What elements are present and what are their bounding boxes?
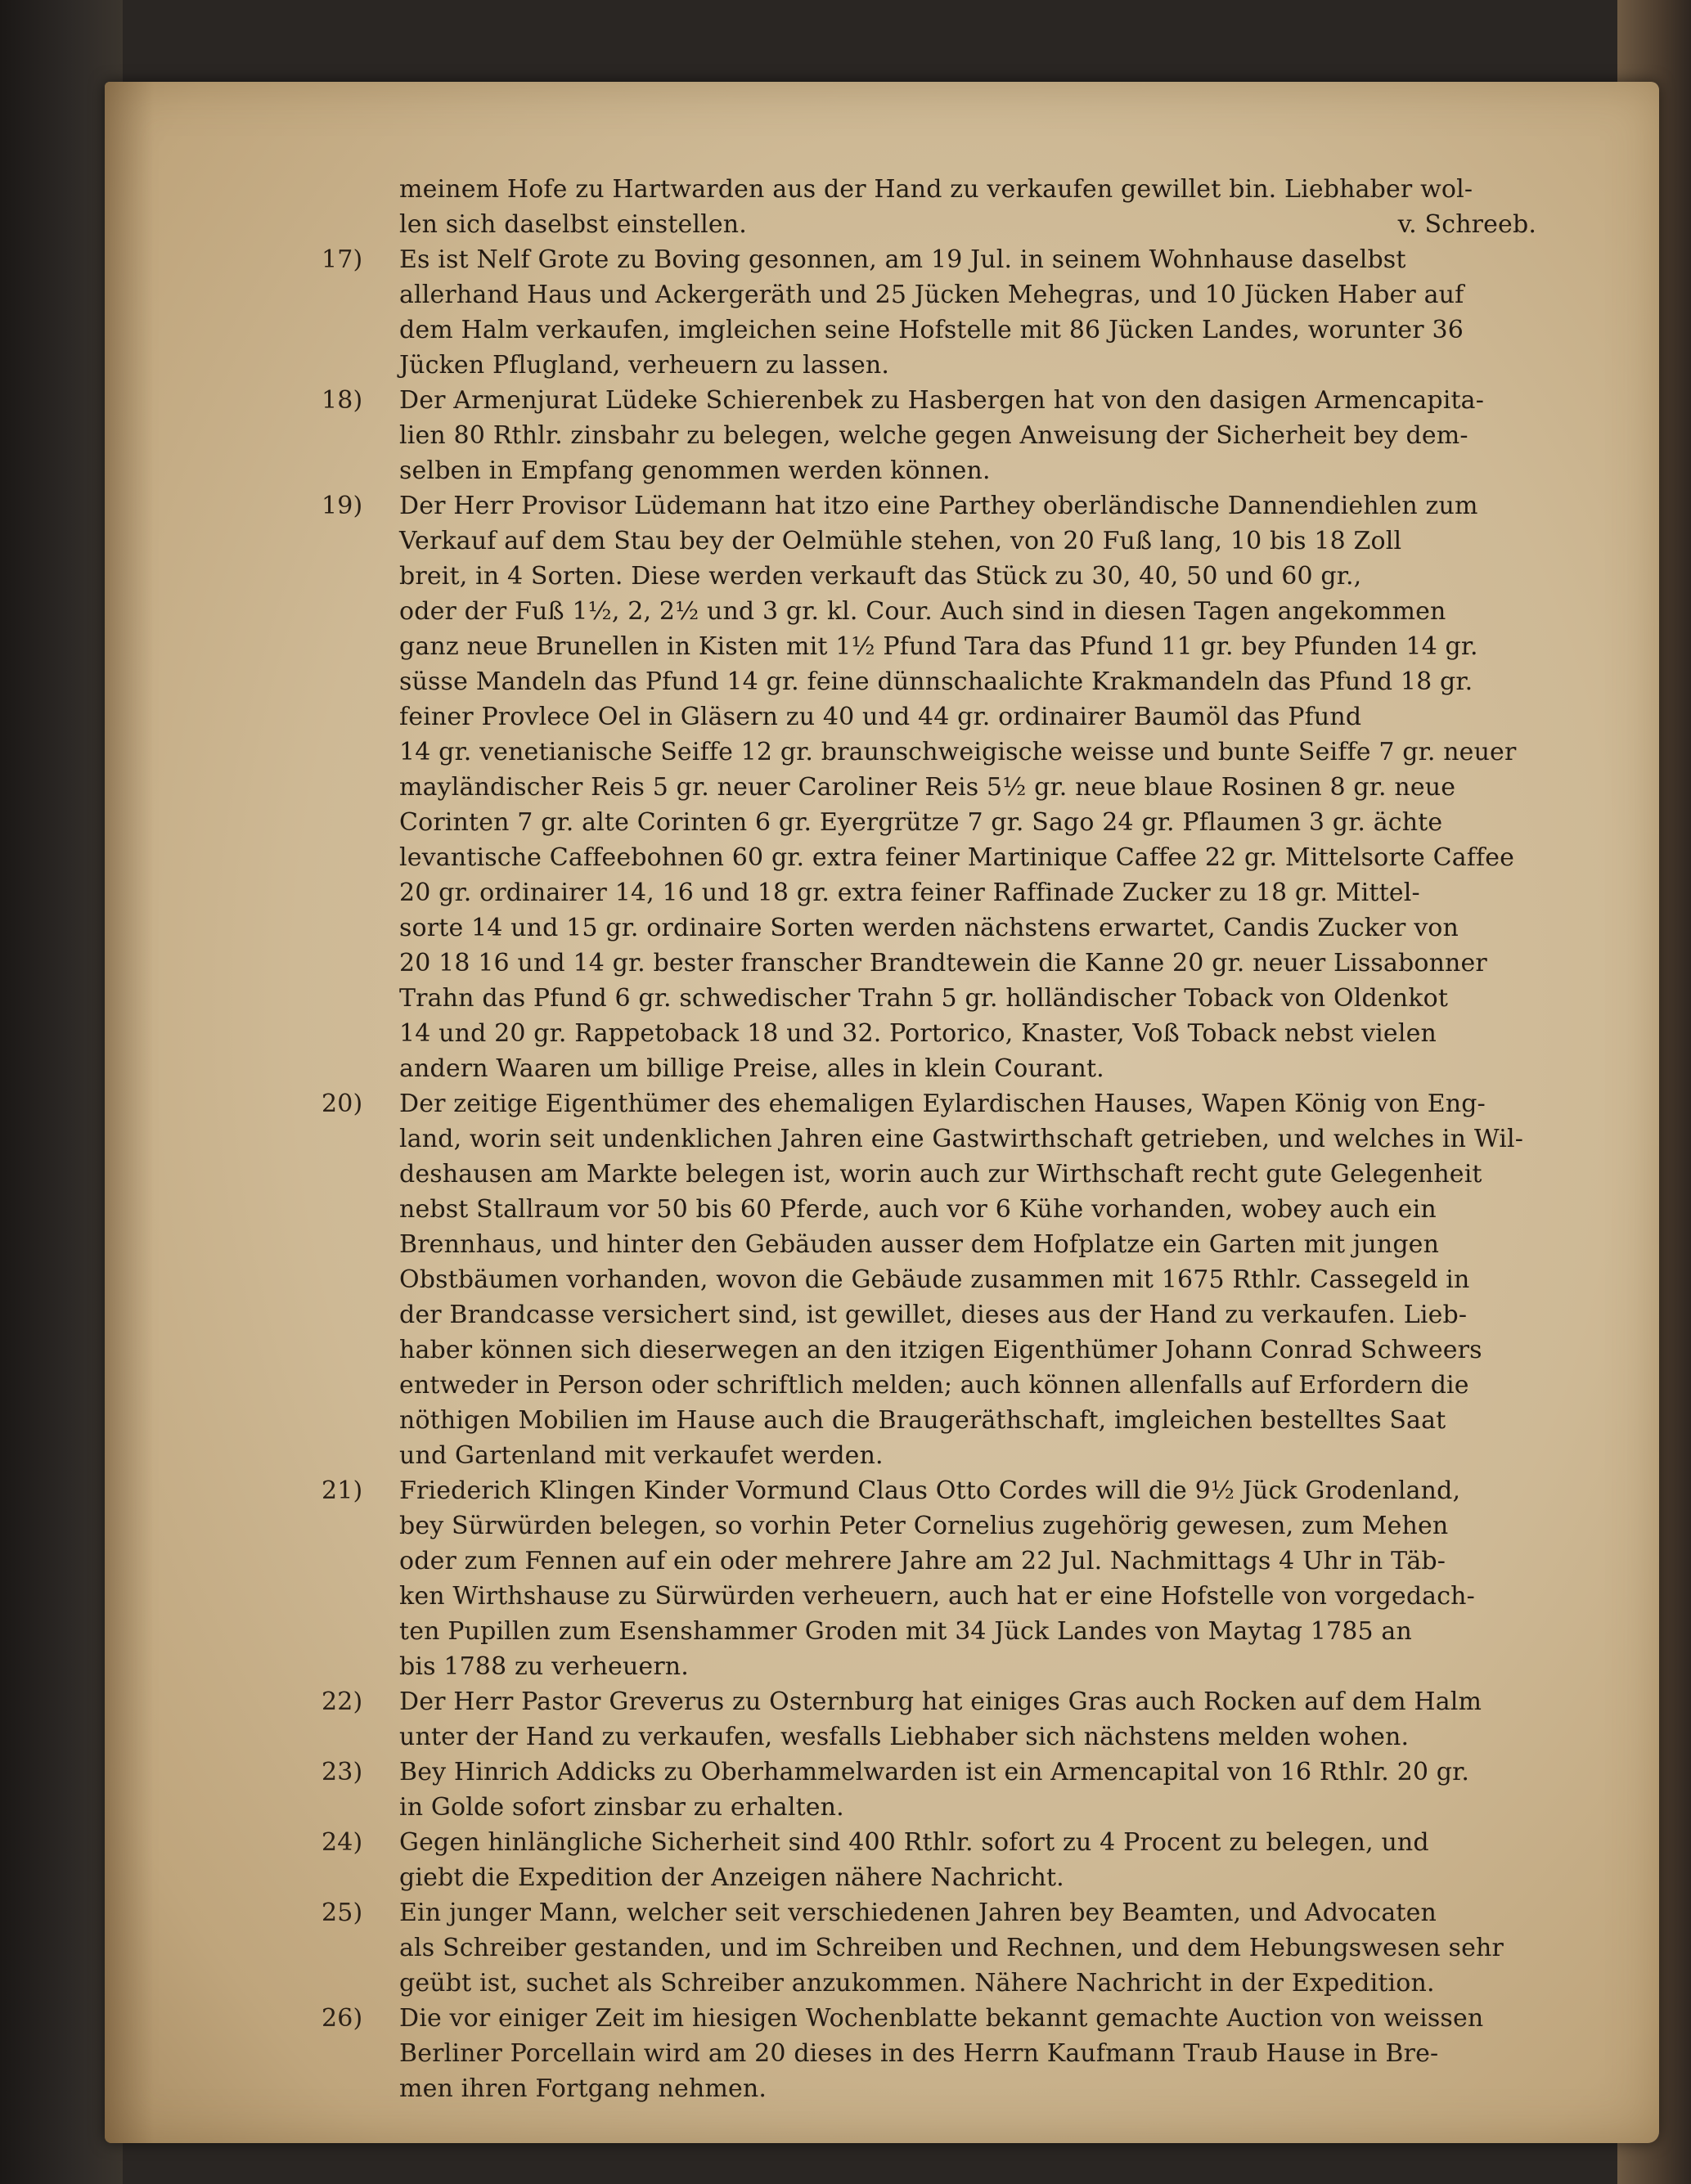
entry-number: 22) [322, 1687, 363, 1716]
entry-line: süsse Mandeln das Pfund 14 gr. feine dünnschaalichte Krakmandeln das Pfund 18 gr. [399, 667, 1473, 696]
entry-number: 18) [322, 386, 363, 415]
entry-line: und Gartenland mit verkaufet werden. [399, 1441, 884, 1470]
entry-line: andern Waaren um billige Preise, alles in klein Courant. [399, 1054, 1104, 1083]
entry-line: unter der Hand zu verkaufen, wesfalls Liebhaber sich nächstens melden wohen. [399, 1723, 1410, 1751]
entry-line: levantische Caffeebohnen 60 gr. extra feiner Martinique Caffee 22 gr. Mittelsorte Caffee [399, 843, 1515, 872]
notice-entry [322, 1755, 1626, 1825]
entry-number: 23) [322, 1758, 363, 1786]
entry-line: Ein junger Mann, welcher seit verschiedenen Jahren bey Beamten, und Advocaten [399, 1899, 1437, 1927]
entry-line: 14 gr. venetianische Seiffe 12 gr. braunschweigische weisse und bunte Seiffe 7 gr. neuer [399, 738, 1517, 766]
entry-line: men ihren Fortgang nehmen. [399, 2074, 767, 2103]
entry-line: bis 1788 zu verheuern. [399, 1652, 689, 1681]
entry-line: ken Wirthshause zu Sürwürden verheuern, auch hat er eine Hofstelle von vorgedach- [399, 1582, 1475, 1611]
entry-line: in Golde sofort zinsbar zu erhalten. [399, 1793, 844, 1822]
entry-line: allerhand Haus und Ackergeräth und 25 Jücken Mehegras, und 10 Jücken Haber auf [399, 281, 1464, 309]
notice-entry [322, 1895, 1626, 2001]
entry-line: Obstbäumen vorhanden, wovon die Gebäude zusammen mit 1675 Rthlr. Cassegeld in [399, 1265, 1470, 1294]
intro-paragraph [399, 172, 1626, 242]
entry-line: oder zum Fennen auf ein oder mehrere Jahre am 22 Jul. Nachmittags 4 Uhr in Täb- [399, 1547, 1446, 1575]
entry-line: ganz neue Brunellen in Kisten mit 1½ Pfund Tara das Pfund 11 gr. bey Pfunden 14 gr. [399, 632, 1478, 661]
entry-number: 19) [322, 492, 363, 520]
notice-entry [322, 383, 1626, 488]
entry-line: Trahn das Pfund 6 gr. schwedischer Trahn 5 gr. holländischer Toback von Oldenkot [399, 984, 1449, 1013]
entry-number: 26) [322, 2004, 363, 2033]
entry-line: Jücken Pflugland, verheuern zu lassen. [399, 351, 890, 380]
entry-line: geübt ist, suchet als Schreiber anzukommen. Nähere Nachricht in der Expedition. [399, 1969, 1435, 1998]
notice-entry [322, 1684, 1626, 1755]
entry-line: lien 80 Rthlr. zinsbahr zu belegen, welche gegen Anweisung der Sicherheit bey dem- [399, 421, 1468, 450]
entry-line: feiner Provlece Oel in Gläsern zu 40 und 44 gr. ordinairer Baumöl das Pfund [399, 703, 1362, 731]
entry-line: selben in Empfang genommen werden können. [399, 456, 991, 485]
entry-line: 20 gr. ordinairer 14, 16 und 18 gr. extra feiner Raffinade Zucker zu 18 gr. Mittel- [399, 879, 1420, 907]
notice-entry [322, 1086, 1626, 1473]
entry-line: Die vor einiger Zeit im hiesigen Wochenblatte bekannt gemachte Auction von weissen [399, 2004, 1484, 2033]
entry-line: Der Armenjurat Lüdeke Schierenbek zu Hasbergen hat von den dasigen Armencapita- [399, 386, 1484, 415]
signature: v. Schreeb. [1397, 210, 1536, 239]
intro-line: meinem Hofe zu Hartwarden aus der Hand zu verkaufen gewillet bin. Liebhaber wol- [399, 175, 1473, 204]
entry-line: haber können sich dieserwegen an den itzigen Eigenthümer Johann Conrad Schweers [399, 1336, 1482, 1364]
entry-line: Der Herr Pastor Greverus zu Osternburg hat einiges Gras auch Rocken auf dem Halm [399, 1687, 1482, 1716]
intro-line-text: len sich daselbst einstellen. [399, 210, 747, 239]
page-text [322, 172, 1626, 2106]
entry-number: 17) [322, 245, 363, 274]
notice-entry [322, 1473, 1626, 1684]
entry-line: nebst Stallraum vor 50 bis 60 Pferde, auch vor 6 Kühe vorhanden, wobey auch ein [399, 1195, 1437, 1224]
entry-line: ten Pupillen zum Esenshammer Groden mit 34 Jück Landes von Maytag 1785 an [399, 1617, 1412, 1646]
entry-line: Brennhaus, und hinter den Gebäuden ausser dem Hofplatze ein Garten mit jungen [399, 1230, 1440, 1259]
entry-line: land, worin seit undenklichen Jahren eine Gastwirthschaft getrieben, und welches in Wil- [399, 1125, 1524, 1153]
entry-line: oder der Fuß 1½, 2, 2½ und 3 gr. kl. Cour. Auch sind in diesen Tagen angekommen [399, 597, 1446, 626]
intro-line [399, 207, 1626, 242]
entry-number: 25) [322, 1899, 363, 1927]
entry-line: breit, in 4 Sorten. Diese werden verkauft das Stück zu 30, 40, 50 und 60 gr., [399, 562, 1362, 591]
entry-line: giebt die Expedition der Anzeigen nähere Nachricht. [399, 1863, 1064, 1892]
entry-line: Der Herr Provisor Lüdemann hat itzo eine Parthey oberländische Dannendiehlen zum [399, 492, 1478, 520]
entry-line: dem Halm verkaufen, imgleichen seine Hofstelle mit 86 Jücken Landes, worunter 36 [399, 316, 1464, 344]
entry-line: Der zeitige Eigenthümer des ehemaligen Eylardischen Hauses, Wapen König von Eng- [399, 1090, 1486, 1118]
entry-number: 24) [322, 1828, 363, 1857]
entry-line: deshausen am Markte belegen ist, worin auch zur Wirthschaft recht gute Gelegenheit [399, 1160, 1482, 1189]
entry-line: Corinten 7 gr. alte Corinten 6 gr. Eyergrütze 7 gr. Sago 24 gr. Pflaumen 3 gr. ächte [399, 808, 1443, 837]
entry-line: nöthigen Mobilien im Hause auch die Braugeräthschaft, imgleichen bestelltes Saat [399, 1406, 1446, 1435]
entry-line: Bey Hinrich Addicks zu Oberhammelwarden ist ein Armencapital von 16 Rthlr. 20 gr. [399, 1758, 1470, 1786]
notice-entry [322, 2001, 1626, 2106]
entry-line: 20 18 16 und 14 gr. bester franscher Brandtewein die Kanne 20 gr. neuer Lissabonner [399, 949, 1487, 977]
entry-number: 20) [322, 1090, 363, 1118]
notice-entry [322, 488, 1626, 1086]
entry-line: bey Sürwürden belegen, so vorhin Peter Cornelius zugehörig gewesen, zum Mehen [399, 1512, 1449, 1540]
entry-line: Berliner Porcellain wird am 20 dieses in des Herrn Kaufmann Traub Hause in Bre- [399, 2039, 1439, 2068]
entry-line: Gegen hinlängliche Sicherheit sind 400 Rthlr. sofort zu 4 Procent zu belegen, und [399, 1828, 1429, 1857]
entry-line: sorte 14 und 15 gr. ordinaire Sorten werden nächstens erwartet, Candis Zucker von [399, 914, 1459, 942]
notice-entry [322, 242, 1626, 383]
entry-line: Friederich Klingen Kinder Vormund Claus Otto Cordes will die 9½ Jück Grodenland, [399, 1476, 1461, 1505]
entry-line: als Schreiber gestanden, und im Schreiben und Rechnen, und dem Hebungswesen sehr [399, 1934, 1504, 1962]
entry-line: 14 und 20 gr. Rappetoback 18 und 32. Portorico, Knaster, Voß Toback nebst vielen [399, 1019, 1437, 1048]
entry-line: entweder in Person oder schriftlich melden; auch können allenfalls auf Erfordern die [399, 1371, 1469, 1400]
entry-line: Es ist Nelf Grote zu Boving gesonnen, am 19 Jul. in seinem Wohnhause daselbst [399, 245, 1406, 274]
entry-line: mayländischer Reis 5 gr. neuer Caroliner Reis 5½ gr. neue blaue Rosinen 8 gr. neue [399, 773, 1456, 802]
notice-entry [322, 1825, 1626, 1895]
entry-line: Verkauf auf dem Stau bey der Oelmühle stehen, von 20 Fuß lang, 10 bis 18 Zoll [399, 527, 1402, 555]
entry-line: der Brandcasse versichert sind, ist gewillet, dieses aus der Hand zu verkaufen. Lieb- [399, 1301, 1468, 1329]
entry-number: 21) [322, 1476, 363, 1505]
scanned-page [105, 82, 1659, 2143]
